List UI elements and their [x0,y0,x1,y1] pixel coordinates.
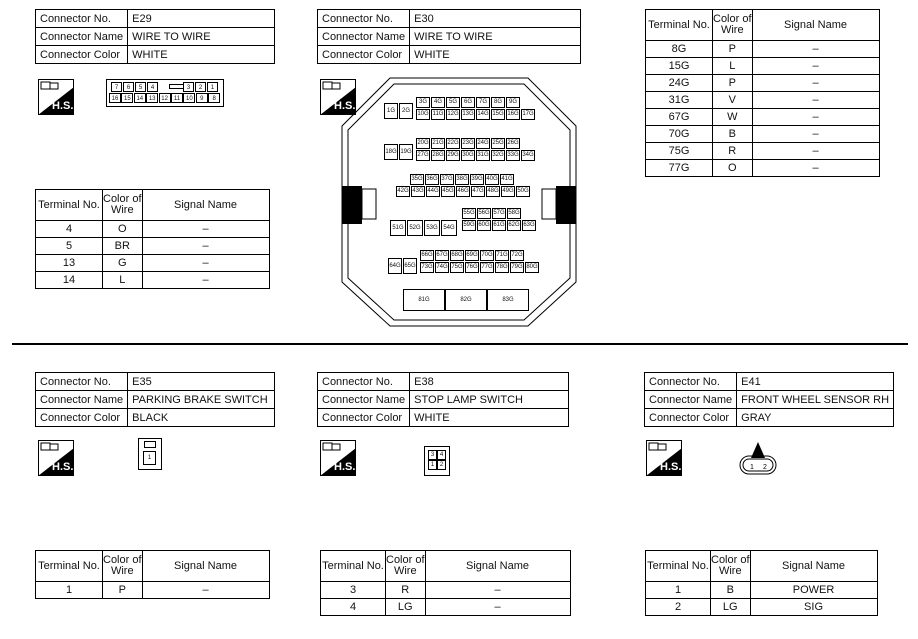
header-terminal-no: Terminal No. [646,551,711,582]
right-latch-icon [556,186,576,224]
terminal-no: 77G [646,160,713,177]
label-connector-color: Connector Color [36,46,128,64]
hs-label: H.S. [334,461,356,473]
wire-color: G [103,255,143,272]
terminal-no: 8G [646,41,713,58]
wire-color: BR [103,238,143,255]
label-connector-no: Connector No. [318,10,410,28]
pin: 8 [208,93,220,103]
header-color-of: Color of [711,554,750,566]
table-row [646,41,880,58]
label-connector-no: Connector No. [36,10,128,28]
wire-color: L [713,58,753,75]
pin: 59G [462,220,476,231]
key-triangle-icon [751,442,765,458]
terminal-no: 1 [646,582,711,599]
pin: 83G [487,289,529,311]
pin: 3 [428,450,437,460]
e35-connector-color: BLACK [128,409,275,427]
pin: 1 [428,460,437,470]
signal-name: – [752,75,879,92]
pin: 22G [446,138,460,149]
wire-color: R [713,143,753,160]
label-connector-name: Connector Name [36,391,128,409]
pin: 1 [143,451,156,465]
terminal-no: 67G [646,109,713,126]
header-color-of: Color of [386,554,425,566]
pin: 10 [183,93,195,103]
terminal-no: 15G [646,58,713,75]
hs-icon [38,440,74,476]
pin: 24G [476,138,490,149]
e29-connector-color: WHITE [128,46,275,64]
e41-connector-color: GRAY [737,409,894,427]
table-row [646,109,880,126]
pin: 54G [441,220,457,236]
pin: 9 [196,93,208,103]
pin: 9G [506,97,520,108]
pin: 69G [465,250,479,261]
pin: 5G [446,97,460,108]
pin: 6G [461,97,475,108]
header-color-of-wire [386,551,426,582]
table-row [646,92,880,109]
label-connector-name: Connector Name [318,28,410,46]
header-wire: Wire [720,24,744,36]
pin: 5 [135,82,146,92]
header-color-of-wire [103,551,143,582]
pin: 25G [491,138,505,149]
wire-color: L [103,272,143,289]
pin: 34G [521,150,535,161]
pin: 15G [491,109,505,120]
header-signal-name: Signal Name [752,10,879,41]
pin: 46G [456,186,470,197]
pin: 45G [441,186,455,197]
pin: 13 [146,93,158,103]
e38-connector-face [424,446,450,476]
terminal-no: 70G [646,126,713,143]
pin: 27G [416,150,430,161]
pin: 76G [465,262,479,273]
wire-color: LG [386,599,426,616]
pin: 4G [431,97,445,108]
pin: 50G [516,186,530,197]
signal-name: – [142,255,269,272]
e41-info-table [644,372,894,427]
pin: 53G [424,220,440,236]
e29-connector-no: E29 [128,10,275,28]
table-row [321,582,571,599]
signal-name: – [752,92,879,109]
signal-name: POWER [750,582,877,599]
e35-terminal-table [35,550,270,599]
table-row [646,75,880,92]
pin: 72G [510,250,524,261]
pin: 37G [440,174,454,185]
e35-info-table [35,372,275,427]
label-connector-color: Connector Color [645,409,737,427]
table-row [646,160,880,177]
e41-connector-name: FRONT WHEEL SENSOR RH [737,391,894,409]
table-row [646,582,878,599]
terminal-no: 75G [646,143,713,160]
e38-info-table [317,372,569,427]
hs-label: H.S. [660,461,682,473]
table-row [646,143,880,160]
e29-connector-face [106,79,224,107]
pin: 20G [416,138,430,149]
header-wire: Wire [718,565,742,577]
wire-color: B [713,126,753,143]
pin: 2 [437,460,446,470]
pin: 18G [384,144,398,160]
e35-connector-name: PARKING BRAKE SWITCH [128,391,275,409]
pin: 77G [480,262,494,273]
terminal-no: 4 [321,599,386,616]
e29-terminal-table [35,189,270,289]
pin: 70G [480,250,494,261]
signal-name: – [752,109,879,126]
header-terminal-no: Terminal No. [36,190,103,221]
signal-name: – [752,41,879,58]
table-row [36,272,270,289]
terminal-no: 3 [321,582,386,599]
pin: 19G [399,144,413,160]
header-wire: Wire [110,204,134,216]
pin: 40G [485,174,499,185]
pin: 11G [431,109,445,120]
pin: 14 [134,93,146,103]
signal-name: – [142,582,269,599]
header-color-of-wire [103,190,143,221]
pin: 10G [416,109,430,120]
pin: 63G [522,220,536,231]
pin: 1 [207,82,218,92]
pin: 12 [159,93,171,103]
pin: 16 [109,93,121,103]
pin: 65G [403,258,417,274]
pin: 57G [492,208,506,219]
header-signal-name: Signal Name [425,551,570,582]
hs-icon [320,440,356,476]
e38-connector-no: E38 [410,373,569,391]
pin: 11 [171,93,183,103]
pin: 79G [510,262,524,273]
terminal-no: 5 [36,238,103,255]
pin: 41G [500,174,514,185]
pin: 43G [411,186,425,197]
e38-connector-color: WHITE [410,409,569,427]
label-connector-no: Connector No. [645,373,737,391]
pin: 15 [121,93,133,103]
wire-color: LG [711,599,751,616]
pin: 68G [450,250,464,261]
pin: 60G [477,220,491,231]
hs-icon [38,79,74,115]
terminal-no: 31G [646,92,713,109]
signal-name: – [425,599,570,616]
pin: 26G [506,138,520,149]
wire-color: P [713,75,753,92]
signal-name: – [425,582,570,599]
header-color-of-wire [713,10,753,41]
label-connector-color: Connector Color [318,46,410,64]
e38-terminal-table [320,550,571,616]
pin: 71G [495,250,509,261]
label-connector-no: Connector No. [36,373,128,391]
hs-icon [646,440,682,476]
signal-name: – [142,238,269,255]
terminal-no: 24G [646,75,713,92]
pin: 51G [390,220,406,236]
pin: 29G [446,150,460,161]
e30-connector-name: WIRE TO WIRE [410,28,581,46]
hs-label: H.S. [334,100,356,112]
table-row [646,126,880,143]
pin: 61G [492,220,506,231]
pin: 33G [506,150,520,161]
pin: 55G [462,208,476,219]
pin: 30G [461,150,475,161]
pin: 3 [183,82,194,92]
pin: 2 [195,82,206,92]
table-row [321,599,571,616]
e30-info-table [317,9,581,64]
pin: 52G [407,220,423,236]
pin: 39G [470,174,484,185]
table-row [646,58,880,75]
pin: 66G [420,250,434,261]
pin: 73G [420,262,434,273]
pin: 47G [471,186,485,197]
header-color-of: Color of [103,554,142,566]
pin: 81G [403,289,445,311]
pin: 36G [425,174,439,185]
pin: 12G [446,109,460,120]
wire-color: V [713,92,753,109]
header-terminal-no: Terminal No. [646,10,713,41]
terminal-no: 1 [36,582,103,599]
pin: 1 [750,464,754,471]
hs-label: H.S. [52,461,74,473]
header-terminal-no: Terminal No. [321,551,386,582]
pin: 82G [445,289,487,311]
label-connector-color: Connector Color [318,409,410,427]
pin: 7G [476,97,490,108]
wire-color: O [713,160,753,177]
e29-connector-name: WIRE TO WIRE [128,28,275,46]
pin: 32G [491,150,505,161]
pin: 16G [506,109,520,120]
e30-connector-color: WHITE [410,46,581,64]
pin: 31G [476,150,490,161]
section-divider [12,343,908,345]
wire-color: R [386,582,426,599]
e35-connector-face [138,438,162,470]
terminal-no: 2 [646,599,711,616]
signal-name: – [142,272,269,289]
wire-color: P [103,582,143,599]
header-color-of: Color of [713,13,752,25]
pin: 17G [521,109,535,120]
table-row [36,582,270,599]
header-wire: Wire [393,565,417,577]
label-connector-name: Connector Name [645,391,737,409]
table-row [36,238,270,255]
pin: 64G [388,258,402,274]
e38-connector-name: STOP LAMP SWITCH [410,391,569,409]
header-color-of-wire [711,551,751,582]
pin: 23G [461,138,475,149]
pin: 67G [435,250,449,261]
e30-connector-no: E30 [410,10,581,28]
pin: 42G [396,186,410,197]
label-connector-name: Connector Name [36,28,128,46]
header-wire: Wire [110,565,134,577]
table-row [36,221,270,238]
signal-name: – [752,160,879,177]
e30-terminal-table [645,9,880,177]
pin: 74G [435,262,449,273]
signal-name: – [142,221,269,238]
pin: 21G [431,138,445,149]
signal-name: – [752,58,879,75]
pin: 28G [431,150,445,161]
header-signal-name: Signal Name [750,551,877,582]
terminal-no: 13 [36,255,103,272]
e35-connector-no: E35 [128,373,275,391]
header-color-of: Color of [103,193,142,205]
pin: 35G [410,174,424,185]
pin: 1G [384,103,398,119]
header-signal-name: Signal Name [142,190,269,221]
wire-color: P [713,41,753,58]
e29-info-table [35,9,275,64]
pin: 44G [426,186,440,197]
pin: 14G [476,109,490,120]
signal-name: SIG [750,599,877,616]
pin: 8G [491,97,505,108]
header-terminal-no: Terminal No. [36,551,103,582]
label-connector-name: Connector Name [318,391,410,409]
left-latch-icon [342,186,362,224]
pin: 78G [495,262,509,273]
pin: 6 [123,82,134,92]
e41-connector-no: E41 [737,373,894,391]
table-row [646,599,878,616]
e41-connector-face [738,440,778,476]
pin: 2 [763,464,767,471]
pin: 56G [477,208,491,219]
signal-name: – [752,143,879,160]
terminal-no: 4 [36,221,103,238]
terminal-no: 14 [36,272,103,289]
pin: 3G [416,97,430,108]
pin: 75G [450,262,464,273]
pin: 13G [461,109,475,120]
wire-color: B [711,582,751,599]
pin: 58G [507,208,521,219]
signal-name: – [752,126,879,143]
pin: 7 [111,82,122,92]
pin: 80G [525,262,539,273]
pin: 38G [455,174,469,185]
pin: 49G [501,186,515,197]
hs-label: H.S. [52,100,74,112]
label-connector-color: Connector Color [36,409,128,427]
e41-terminal-table [645,550,878,616]
wire-color: W [713,109,753,126]
pin: 4 [147,82,158,92]
pin: 2G [399,103,413,119]
pin: 4 [437,450,446,460]
label-connector-no: Connector No. [318,373,410,391]
pin: 48G [486,186,500,197]
table-row [36,255,270,272]
header-signal-name: Signal Name [142,551,269,582]
wire-color: O [103,221,143,238]
pin: 62G [507,220,521,231]
